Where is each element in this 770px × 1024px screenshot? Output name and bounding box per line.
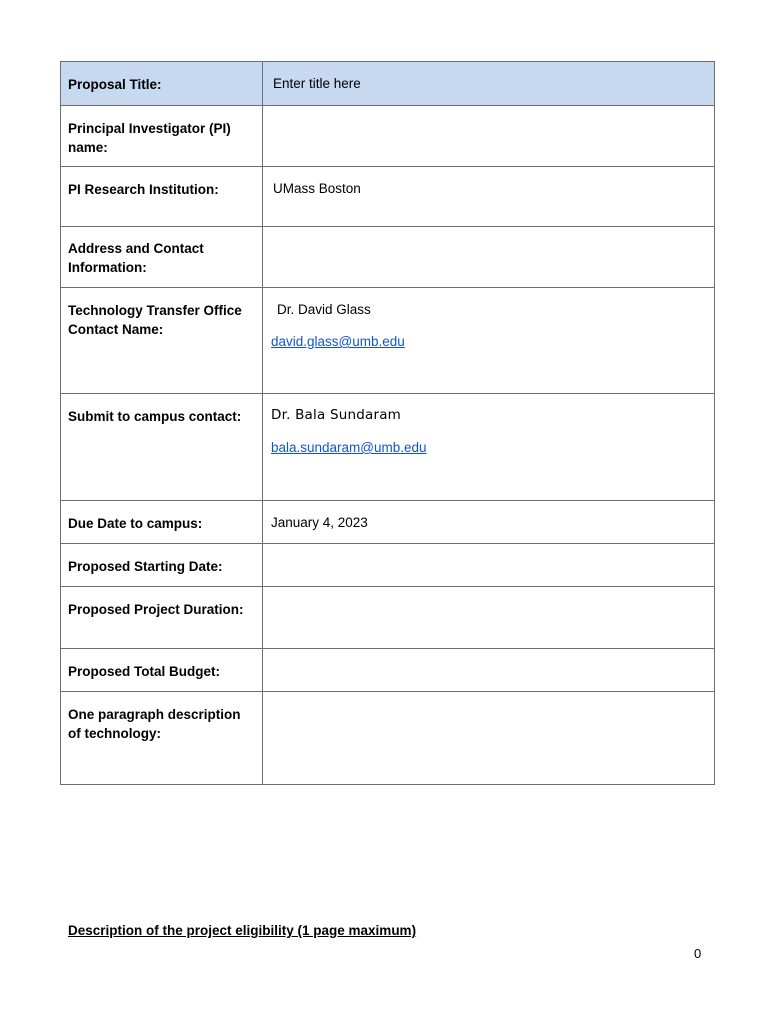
- pi-institution-label: PI Research Institution:: [61, 167, 263, 227]
- budget-row: [61, 649, 715, 692]
- technology-description-label: One paragraph description of technology:: [61, 692, 263, 785]
- tto-contact-row: [61, 288, 715, 394]
- proposal-form-table: [60, 61, 715, 785]
- campus-contact-email-link[interactable]: bala.sundaram@umb.edu: [271, 440, 427, 455]
- proposal-title-field[interactable]: Enter title here: [263, 62, 715, 106]
- budget-field[interactable]: [263, 649, 715, 692]
- technology-description-field[interactable]: [263, 692, 715, 785]
- proposal-title-label: Proposal Title:: [61, 62, 263, 106]
- technology-description-row: [61, 692, 715, 785]
- start-date-row: [61, 544, 715, 587]
- duration-field[interactable]: [263, 587, 715, 649]
- due-date-label: Due Date to campus:: [61, 501, 263, 544]
- start-date-label: Proposed Starting Date:: [61, 544, 263, 587]
- address-contact-field[interactable]: [263, 227, 715, 288]
- page-number: 0: [694, 946, 702, 961]
- proposal-title-row: [61, 62, 715, 106]
- budget-label: Proposed Total Budget:: [61, 649, 263, 692]
- duration-row: [61, 587, 715, 649]
- pi-institution-row: [61, 167, 715, 227]
- pi-name-label: Principal Investigator (PI) name:: [61, 106, 263, 167]
- eligibility-section-heading: Description of the project eligibility (1 page maximum): [68, 923, 417, 938]
- tto-contact-name: Dr. David Glass: [277, 302, 371, 317]
- duration-label: Proposed Project Duration:: [61, 587, 263, 649]
- address-contact-label: Address and Contact Information:: [61, 227, 263, 288]
- tto-contact-label: Technology Transfer Office Contact Name:: [61, 288, 263, 394]
- campus-contact-name: Dr. Bala Sundaram: [271, 407, 402, 423]
- start-date-field[interactable]: [263, 544, 715, 587]
- pi-name-row: [61, 106, 715, 167]
- campus-contact-label: Submit to campus contact:: [61, 394, 263, 501]
- due-date-row: [61, 501, 715, 544]
- address-contact-row: [61, 227, 715, 288]
- campus-contact-field: [263, 394, 715, 501]
- pi-name-field[interactable]: [263, 106, 715, 167]
- due-date-field[interactable]: January 4, 2023: [263, 501, 715, 544]
- tto-contact-email-link[interactable]: david.glass@umb.edu: [271, 334, 405, 349]
- pi-institution-field[interactable]: UMass Boston: [263, 167, 715, 227]
- campus-contact-row: [61, 394, 715, 501]
- tto-contact-field: [263, 288, 715, 394]
